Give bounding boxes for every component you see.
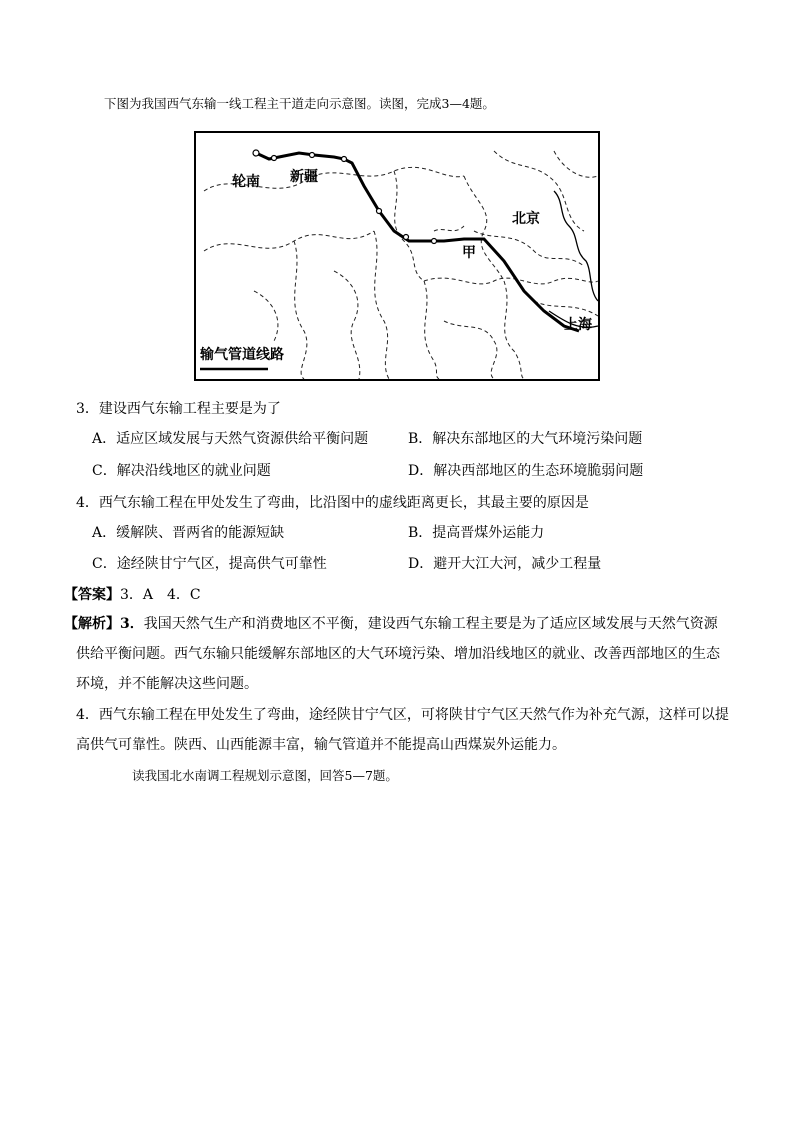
analysis-text-1: 我国天然气生产和消费地区不平衡，建设西气东输工程主要是为了适应区域发展与天然气资源 (143, 616, 718, 632)
answer-line (64, 585, 201, 605)
q4-option-b: B．提高晋煤外运能力 (408, 525, 545, 541)
label-beijing: 北京 (512, 211, 540, 227)
map-legend (196, 343, 300, 379)
analysis-line-5: 高供气可靠性。陕西、山西能源丰富，输气管道并不能提高山西煤炭外运能力。 (76, 737, 566, 753)
map-frame (195, 132, 599, 380)
station (272, 156, 277, 161)
q4-option-d: D．避开大江大河，减少工程量 (408, 556, 602, 572)
station (310, 153, 315, 158)
q3-stem: 3．建设西气东输工程主要是为了 (76, 401, 281, 417)
analysis-line-2: 供给平衡问题。西气东输只能缓解东部地区的大气环境污染、增加沿线地区的就业、改善西部地区的生态 (76, 646, 720, 662)
q3-option-a: A．适应区域发展与天然气资源供给平衡问题 (92, 431, 369, 447)
q3-option-d: D．解决西部地区的生态环境脆弱问题 (408, 463, 644, 479)
label-lunnan: 轮南 (232, 174, 260, 190)
next-intro-text: 读我国北水南调工程规划示意图，回答5—7题。 (132, 768, 398, 783)
label-xinjiang: 新疆 (290, 169, 318, 185)
intro-text: 下图为我国西气东输一线工程主干道走向示意图。读图，完成3—4题。 (104, 96, 495, 111)
q4-option-a: A．缓解陕、晋两省的能源短缺 (92, 525, 285, 541)
q3-option-b: B．解决东部地区的大气环境污染问题 (408, 431, 643, 447)
legend-label: 输气管道线路 (200, 347, 284, 363)
q4-option-c: C．途经陕甘宁气区，提高供气可靠性 (92, 556, 327, 572)
station-lunnan (253, 150, 259, 156)
q3-option-c: C．解决沿线地区的就业问题 (92, 463, 271, 479)
analysis-line-4: 4．西气东输工程在甲处发生了弯曲，途经陕甘宁气区，可将陕甘宁气区天然气作为补充气源，这样可以提 (76, 707, 729, 723)
station (432, 239, 437, 244)
pipeline-map-svg (194, 131, 600, 381)
q4-stem: 4．西气东输工程在甲处发生了弯曲，比沿图中的虚线距离更长，其最主要的原因是 (76, 495, 589, 511)
station (342, 157, 347, 162)
analysis-q3-number: 3． (120, 616, 144, 632)
pipeline-map (194, 131, 600, 381)
label-jia: 甲 (462, 245, 476, 261)
analysis-line-1 (64, 614, 718, 634)
station (404, 235, 409, 240)
label-shanghai: 上海 (564, 317, 592, 333)
answer-tag: 【答案】 (64, 587, 120, 603)
analysis-tag: 【解析】 (64, 616, 120, 632)
answer-text: 3．A 4．C (120, 587, 201, 603)
station (377, 209, 382, 214)
analysis-line-3: 环境，并不能解决这些问题。 (76, 676, 258, 692)
